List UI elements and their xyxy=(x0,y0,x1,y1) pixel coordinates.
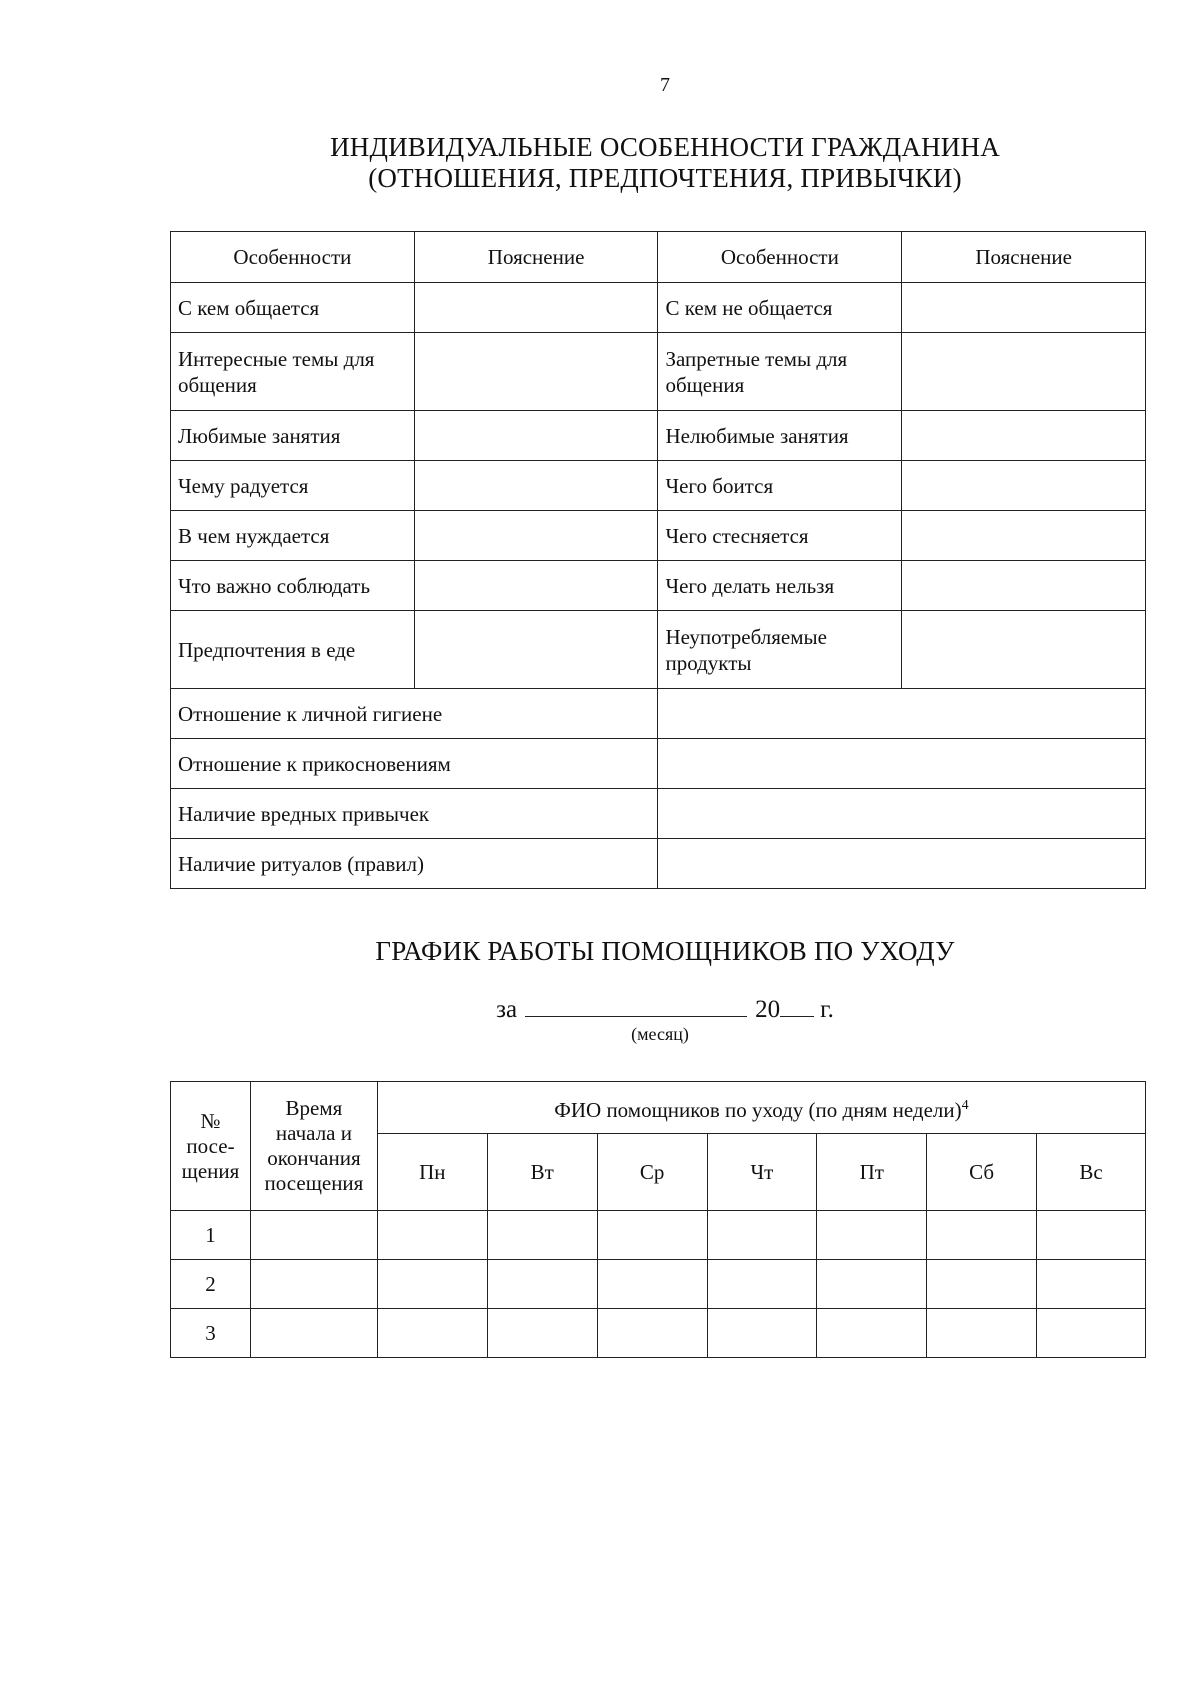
explanation-cell[interactable] xyxy=(658,839,1146,889)
day-wed: Ср xyxy=(597,1134,707,1211)
table-row xyxy=(171,689,1146,739)
page-number: 7 xyxy=(660,74,670,96)
header-assistant-names-text: ФИО помощников по уходу (по дням недели) xyxy=(554,1097,962,1122)
header-explanation-right: Пояснение xyxy=(902,232,1146,283)
day-mon: Пн xyxy=(377,1134,487,1211)
footnote-marker: 4 xyxy=(961,1097,969,1113)
section1-title-line1: ИНДИВИДУАЛЬНЫЕ ОСОБЕННОСТИ ГРАЖДАНИНА xyxy=(330,132,1000,162)
explanation-cell[interactable] xyxy=(414,461,658,511)
schedule-cell[interactable] xyxy=(927,1309,1037,1358)
explanation-cell[interactable] xyxy=(902,511,1146,561)
schedule-cell[interactable] xyxy=(817,1260,927,1309)
schedule-cell[interactable] xyxy=(487,1309,597,1358)
schedule-cell[interactable] xyxy=(817,1211,927,1260)
explanation-cell[interactable] xyxy=(658,739,1146,789)
explanation-cell[interactable] xyxy=(414,411,658,461)
table-row xyxy=(171,333,1146,411)
table-row xyxy=(171,1211,1146,1260)
visit-time-cell[interactable] xyxy=(250,1260,377,1309)
feature-label: Чего боится xyxy=(658,461,902,511)
feature-label: Любимые занятия xyxy=(171,411,415,461)
feature-label: Что важно соблюдать xyxy=(171,561,415,611)
month-blank-field[interactable] xyxy=(525,992,747,1017)
feature-label: Запретные темы для общения xyxy=(658,333,902,411)
schedule-cell[interactable] xyxy=(1037,1211,1146,1260)
feature-label: Неупотребляемые продукты xyxy=(658,611,902,689)
period-year: 20 xyxy=(755,996,781,1023)
schedule-cell[interactable] xyxy=(927,1260,1037,1309)
visit-time-cell[interactable] xyxy=(250,1309,377,1358)
explanation-cell[interactable] xyxy=(902,611,1146,689)
table-row xyxy=(171,411,1146,461)
section1-title-line2: (ОТНОШЕНИЯ, ПРЕДПОЧТЕНИЯ, ПРИВЫЧКИ) xyxy=(368,163,962,193)
feature-label: В чем нуждается xyxy=(171,511,415,561)
schedule-header-row xyxy=(171,1082,1146,1134)
visit-number: 3 xyxy=(171,1309,251,1358)
schedule-cell[interactable] xyxy=(487,1211,597,1260)
table-row xyxy=(171,839,1146,889)
day-sun: Вс xyxy=(1037,1134,1146,1211)
header-features-right: Особенности xyxy=(658,232,902,283)
day-fri: Пт xyxy=(817,1134,927,1211)
day-sat: Сб xyxy=(927,1134,1037,1211)
schedule-cell[interactable] xyxy=(487,1260,597,1309)
schedule-cell[interactable] xyxy=(927,1211,1037,1260)
feature-label: Чего стесняется xyxy=(658,511,902,561)
feature-label: С кем не общается xyxy=(658,283,902,333)
table-row xyxy=(171,461,1146,511)
table-row xyxy=(171,611,1146,689)
schedule-cell[interactable] xyxy=(597,1260,707,1309)
schedule-cell[interactable] xyxy=(597,1309,707,1358)
explanation-cell[interactable] xyxy=(902,461,1146,511)
feature-label: Чему радуется xyxy=(171,461,415,511)
features-table xyxy=(170,231,1146,889)
schedule-cell[interactable] xyxy=(707,1260,817,1309)
section2-title: ГРАФИК РАБОТЫ ПОМОЩНИКОВ ПО УХОДУ xyxy=(375,936,955,966)
explanation-cell[interactable] xyxy=(414,283,658,333)
schedule-cell[interactable] xyxy=(1037,1260,1146,1309)
explanation-cell[interactable] xyxy=(414,333,658,411)
explanation-cell[interactable] xyxy=(902,333,1146,411)
feature-label: Интересные темы для общения xyxy=(171,333,415,411)
explanation-cell[interactable] xyxy=(902,561,1146,611)
feature-label: Отношение к личной гигиене xyxy=(171,689,658,739)
schedule-cell[interactable] xyxy=(707,1309,817,1358)
explanation-cell[interactable] xyxy=(902,411,1146,461)
explanation-cell[interactable] xyxy=(658,689,1146,739)
schedule-cell[interactable] xyxy=(377,1309,487,1358)
feature-label: Чего делать нельзя xyxy=(658,561,902,611)
month-caption: (месяц) xyxy=(631,1024,689,1044)
schedule-cell[interactable] xyxy=(707,1211,817,1260)
schedule-cell[interactable] xyxy=(377,1211,487,1260)
visit-time-cell[interactable] xyxy=(250,1211,377,1260)
period-suffix: г. xyxy=(820,996,834,1023)
table-row xyxy=(171,561,1146,611)
feature-label: Отношение к прикосновениям xyxy=(171,739,658,789)
features-header-row xyxy=(171,232,1146,283)
schedule-cell[interactable] xyxy=(377,1260,487,1309)
table-row xyxy=(171,739,1146,789)
explanation-cell[interactable] xyxy=(414,511,658,561)
period-line xyxy=(0,992,1200,1024)
schedule-cell[interactable] xyxy=(597,1211,707,1260)
visit-number: 1 xyxy=(171,1211,251,1260)
day-thu: Чт xyxy=(707,1134,817,1211)
header-assistant-names xyxy=(377,1082,1145,1134)
header-features-left: Особенности xyxy=(171,232,415,283)
feature-label: Нелюбимые занятия xyxy=(658,411,902,461)
header-explanation-left: Пояснение xyxy=(414,232,658,283)
table-row xyxy=(171,511,1146,561)
day-tue: Вт xyxy=(487,1134,597,1211)
explanation-cell[interactable] xyxy=(902,283,1146,333)
schedule-table xyxy=(170,1081,1146,1358)
feature-label: С кем общается xyxy=(171,283,415,333)
feature-label: Наличие вредных привычек xyxy=(171,789,658,839)
table-row xyxy=(171,283,1146,333)
explanation-cell[interactable] xyxy=(414,561,658,611)
table-row xyxy=(171,1260,1146,1309)
feature-label: Предпочтения в еде xyxy=(171,611,415,689)
header-visit-time: Время начала и окончания посещения xyxy=(250,1082,377,1211)
year-blank-field[interactable] xyxy=(780,992,814,1017)
table-row xyxy=(171,789,1146,839)
header-visit-number: № посе-щения xyxy=(171,1082,251,1211)
visit-number: 2 xyxy=(171,1260,251,1309)
schedule-cell[interactable] xyxy=(817,1309,927,1358)
table-row xyxy=(171,1309,1146,1358)
explanation-cell[interactable] xyxy=(414,611,658,689)
explanation-cell[interactable] xyxy=(658,789,1146,839)
feature-label: Наличие ритуалов (правил) xyxy=(171,839,658,889)
period-prefix: за xyxy=(496,996,518,1023)
schedule-cell[interactable] xyxy=(1037,1309,1146,1358)
